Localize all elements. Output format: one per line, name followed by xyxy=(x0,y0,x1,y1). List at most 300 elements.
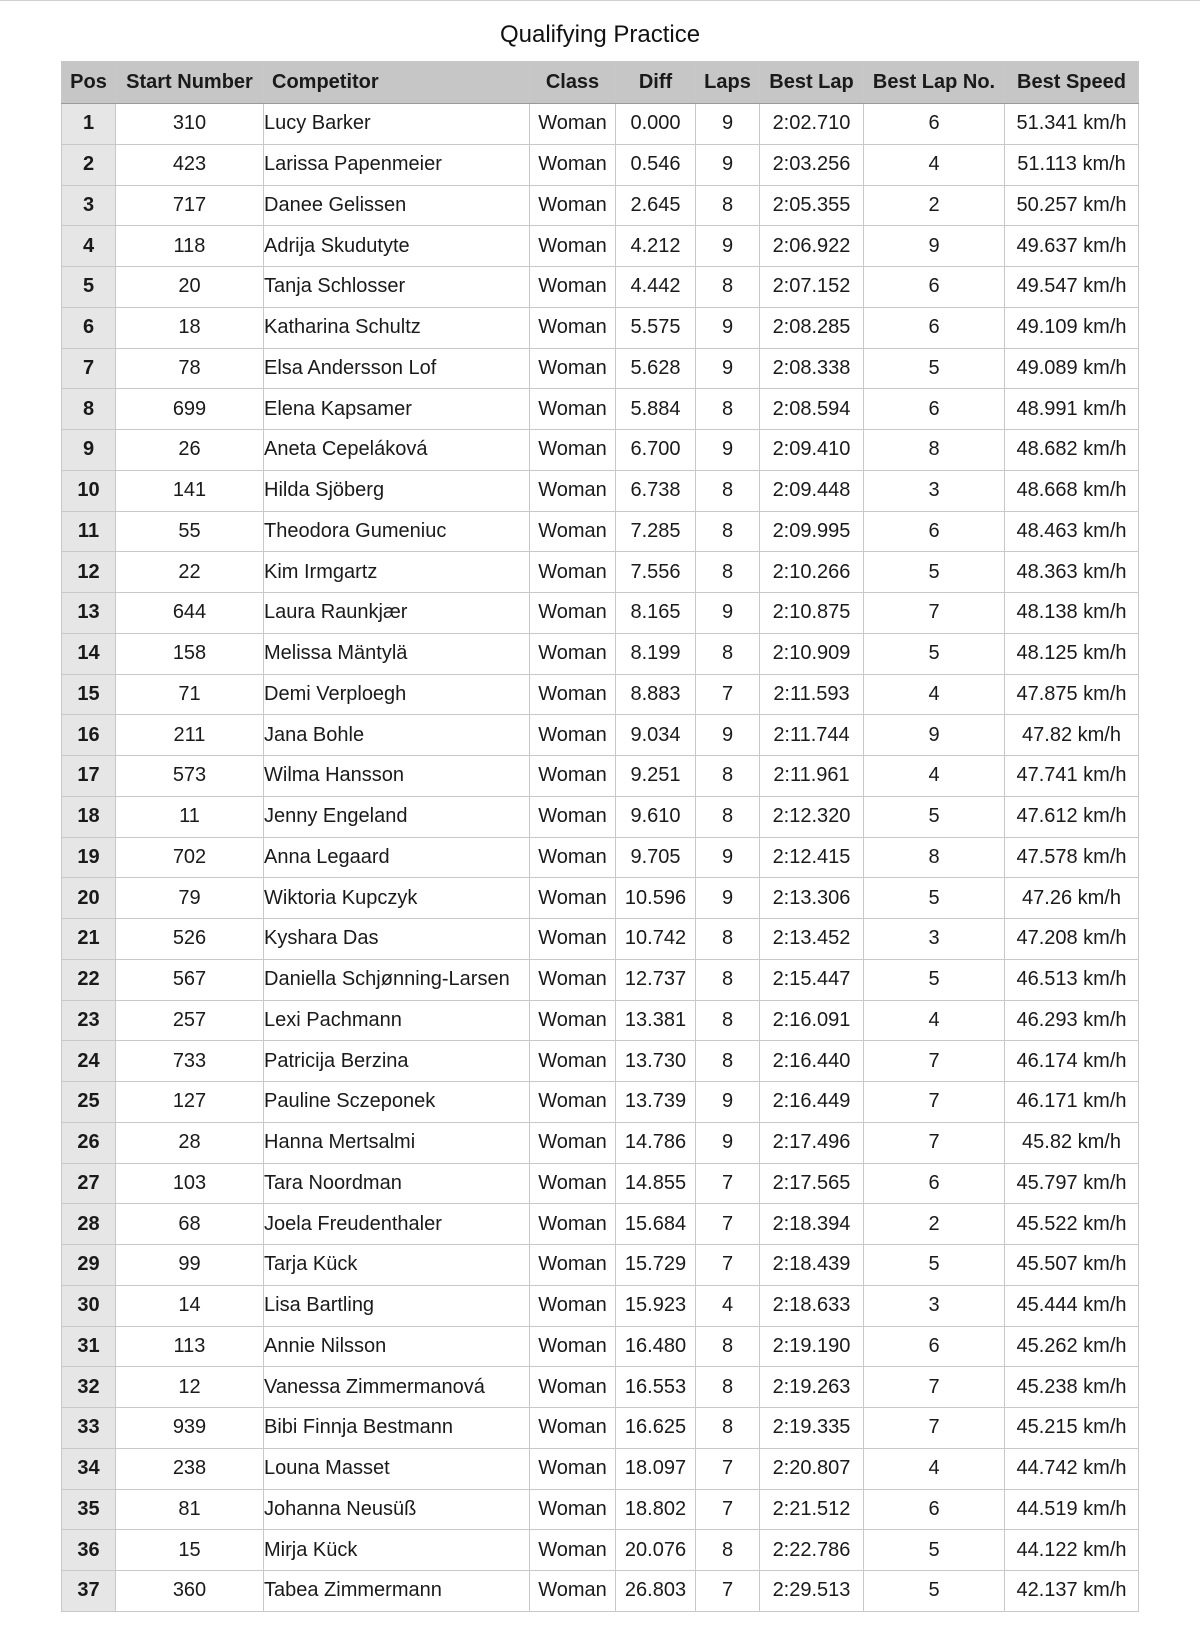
start-number-cell: 310 xyxy=(116,104,264,145)
best-lap-cell: 2:11.593 xyxy=(760,674,864,715)
best-lap-cell: 2:10.875 xyxy=(760,593,864,634)
header-best-speed: Best Speed xyxy=(1005,62,1139,104)
start-number-cell: 20 xyxy=(116,267,264,308)
pos-cell: 37 xyxy=(62,1571,116,1612)
diff-cell: 26.803 xyxy=(616,1571,696,1612)
header-best-lap-no: Best Lap No. xyxy=(864,62,1005,104)
competitor-cell: Jana Bohle xyxy=(264,715,530,756)
laps-cell: 4 xyxy=(696,1285,760,1326)
pos-cell: 11 xyxy=(62,511,116,552)
class-cell: Woman xyxy=(530,1530,616,1571)
best-lap-no-cell: 5 xyxy=(864,1245,1005,1286)
best-lap-no-cell: 7 xyxy=(864,1367,1005,1408)
start-number-cell: 423 xyxy=(116,144,264,185)
diff-cell: 18.097 xyxy=(616,1448,696,1489)
best-lap-no-cell: 3 xyxy=(864,470,1005,511)
best-lap-no-cell: 9 xyxy=(864,226,1005,267)
best-speed-cell: 48.991 km/h xyxy=(1005,389,1139,430)
table-row xyxy=(62,185,1139,226)
best-lap-cell: 2:20.807 xyxy=(760,1448,864,1489)
best-lap-cell: 2:17.496 xyxy=(760,1122,864,1163)
class-cell: Woman xyxy=(530,226,616,267)
best-lap-no-cell: 7 xyxy=(864,593,1005,634)
best-speed-cell: 49.109 km/h xyxy=(1005,307,1139,348)
pos-cell: 6 xyxy=(62,307,116,348)
best-speed-cell: 48.463 km/h xyxy=(1005,511,1139,552)
table-row xyxy=(62,837,1139,878)
best-speed-cell: 48.682 km/h xyxy=(1005,430,1139,471)
start-number-cell: 71 xyxy=(116,674,264,715)
header-pos: Pos xyxy=(62,62,116,104)
start-number-cell: 526 xyxy=(116,919,264,960)
best-lap-cell: 2:06.922 xyxy=(760,226,864,267)
competitor-cell: Melissa Mäntylä xyxy=(264,633,530,674)
laps-cell: 8 xyxy=(696,1367,760,1408)
pos-cell: 9 xyxy=(62,430,116,471)
start-number-cell: 939 xyxy=(116,1408,264,1449)
best-speed-cell: 45.82 km/h xyxy=(1005,1122,1139,1163)
start-number-cell: 733 xyxy=(116,1041,264,1082)
diff-cell: 9.705 xyxy=(616,837,696,878)
table-row xyxy=(62,552,1139,593)
start-number-cell: 22 xyxy=(116,552,264,593)
diff-cell: 9.610 xyxy=(616,796,696,837)
pos-cell: 30 xyxy=(62,1285,116,1326)
best-speed-cell: 44.742 km/h xyxy=(1005,1448,1139,1489)
class-cell: Woman xyxy=(530,1163,616,1204)
diff-cell: 16.480 xyxy=(616,1326,696,1367)
table-row xyxy=(62,1000,1139,1041)
best-speed-cell: 44.122 km/h xyxy=(1005,1530,1139,1571)
pos-cell: 2 xyxy=(62,144,116,185)
best-lap-cell: 2:13.452 xyxy=(760,919,864,960)
competitor-cell: Pauline Sczeponek xyxy=(264,1082,530,1123)
start-number-cell: 26 xyxy=(116,430,264,471)
best-speed-cell: 49.547 km/h xyxy=(1005,267,1139,308)
best-speed-cell: 48.668 km/h xyxy=(1005,470,1139,511)
class-cell: Woman xyxy=(530,1326,616,1367)
class-cell: Woman xyxy=(530,1489,616,1530)
top-divider xyxy=(0,0,1200,1)
competitor-cell: Patricija Berzina xyxy=(264,1041,530,1082)
table-row xyxy=(62,511,1139,552)
class-cell: Woman xyxy=(530,1408,616,1449)
competitor-cell: Danee Gelissen xyxy=(264,185,530,226)
pos-cell: 7 xyxy=(62,348,116,389)
class-cell: Woman xyxy=(530,674,616,715)
table-row xyxy=(62,470,1139,511)
diff-cell: 9.034 xyxy=(616,715,696,756)
start-number-cell: 699 xyxy=(116,389,264,430)
best-lap-cell: 2:19.263 xyxy=(760,1367,864,1408)
best-lap-cell: 2:07.152 xyxy=(760,267,864,308)
diff-cell: 20.076 xyxy=(616,1530,696,1571)
pos-cell: 18 xyxy=(62,796,116,837)
diff-cell: 6.700 xyxy=(616,430,696,471)
laps-cell: 7 xyxy=(696,674,760,715)
diff-cell: 8.883 xyxy=(616,674,696,715)
best-lap-no-cell: 4 xyxy=(864,1000,1005,1041)
laps-cell: 9 xyxy=(696,430,760,471)
best-lap-cell: 2:29.513 xyxy=(760,1571,864,1612)
table-row xyxy=(62,674,1139,715)
pos-cell: 25 xyxy=(62,1082,116,1123)
pos-cell: 35 xyxy=(62,1489,116,1530)
best-lap-cell: 2:03.256 xyxy=(760,144,864,185)
start-number-cell: 717 xyxy=(116,185,264,226)
table-row xyxy=(62,1285,1139,1326)
pos-cell: 1 xyxy=(62,104,116,145)
best-lap-no-cell: 5 xyxy=(864,878,1005,919)
best-speed-cell: 46.174 km/h xyxy=(1005,1041,1139,1082)
diff-cell: 10.596 xyxy=(616,878,696,919)
pos-cell: 14 xyxy=(62,633,116,674)
pos-cell: 16 xyxy=(62,715,116,756)
best-speed-cell: 47.26 km/h xyxy=(1005,878,1139,919)
class-cell: Woman xyxy=(530,715,616,756)
class-cell: Woman xyxy=(530,430,616,471)
class-cell: Woman xyxy=(530,104,616,145)
competitor-cell: Tanja Schlosser xyxy=(264,267,530,308)
laps-cell: 8 xyxy=(696,756,760,797)
table-row xyxy=(62,959,1139,1000)
diff-cell: 0.000 xyxy=(616,104,696,145)
best-speed-cell: 46.171 km/h xyxy=(1005,1082,1139,1123)
best-lap-cell: 2:16.440 xyxy=(760,1041,864,1082)
diff-cell: 10.742 xyxy=(616,919,696,960)
best-lap-no-cell: 6 xyxy=(864,307,1005,348)
best-lap-no-cell: 5 xyxy=(864,552,1005,593)
diff-cell: 0.546 xyxy=(616,144,696,185)
laps-cell: 9 xyxy=(696,715,760,756)
best-lap-cell: 2:16.449 xyxy=(760,1082,864,1123)
table-row xyxy=(62,430,1139,471)
start-number-cell: 78 xyxy=(116,348,264,389)
best-lap-cell: 2:09.448 xyxy=(760,470,864,511)
diff-cell: 5.628 xyxy=(616,348,696,389)
best-lap-no-cell: 6 xyxy=(864,1326,1005,1367)
diff-cell: 2.645 xyxy=(616,185,696,226)
diff-cell: 14.855 xyxy=(616,1163,696,1204)
table-row xyxy=(62,1041,1139,1082)
competitor-cell: Joela Freudenthaler xyxy=(264,1204,530,1245)
class-cell: Woman xyxy=(530,552,616,593)
laps-cell: 8 xyxy=(696,470,760,511)
class-cell: Woman xyxy=(530,144,616,185)
best-lap-cell: 2:16.091 xyxy=(760,1000,864,1041)
diff-cell: 4.212 xyxy=(616,226,696,267)
best-lap-no-cell: 4 xyxy=(864,1448,1005,1489)
laps-cell: 9 xyxy=(696,307,760,348)
class-cell: Woman xyxy=(530,1448,616,1489)
competitor-cell: Elena Kapsamer xyxy=(264,389,530,430)
class-cell: Woman xyxy=(530,389,616,430)
diff-cell: 9.251 xyxy=(616,756,696,797)
table-row xyxy=(62,1571,1139,1612)
header-diff: Diff xyxy=(616,62,696,104)
best-lap-no-cell: 9 xyxy=(864,715,1005,756)
start-number-cell: 81 xyxy=(116,1489,264,1530)
header-class: Class xyxy=(530,62,616,104)
diff-cell: 5.884 xyxy=(616,389,696,430)
class-cell: Woman xyxy=(530,1082,616,1123)
best-lap-cell: 2:02.710 xyxy=(760,104,864,145)
page-title: Qualifying Practice xyxy=(499,21,701,48)
best-lap-no-cell: 5 xyxy=(864,1530,1005,1571)
competitor-cell: Vanessa Zimmermanová xyxy=(264,1367,530,1408)
pos-cell: 31 xyxy=(62,1326,116,1367)
best-lap-cell: 2:22.786 xyxy=(760,1530,864,1571)
table-row xyxy=(62,878,1139,919)
laps-cell: 9 xyxy=(696,144,760,185)
best-lap-no-cell: 7 xyxy=(864,1082,1005,1123)
start-number-cell: 238 xyxy=(116,1448,264,1489)
start-number-cell: 12 xyxy=(116,1367,264,1408)
competitor-cell: Bibi Finnja Bestmann xyxy=(264,1408,530,1449)
start-number-cell: 158 xyxy=(116,633,264,674)
competitor-cell: Lucy Barker xyxy=(264,104,530,145)
diff-cell: 7.285 xyxy=(616,511,696,552)
best-lap-cell: 2:17.565 xyxy=(760,1163,864,1204)
competitor-cell: Hanna Mertsalmi xyxy=(264,1122,530,1163)
pos-cell: 32 xyxy=(62,1367,116,1408)
diff-cell: 13.381 xyxy=(616,1000,696,1041)
pos-cell: 34 xyxy=(62,1448,116,1489)
laps-cell: 7 xyxy=(696,1489,760,1530)
diff-cell: 8.199 xyxy=(616,633,696,674)
competitor-cell: Louna Masset xyxy=(264,1448,530,1489)
best-lap-cell: 2:11.744 xyxy=(760,715,864,756)
competitor-cell: Johanna Neusüß xyxy=(264,1489,530,1530)
table-row xyxy=(62,1408,1139,1449)
start-number-cell: 702 xyxy=(116,837,264,878)
best-lap-no-cell: 7 xyxy=(864,1408,1005,1449)
best-lap-no-cell: 7 xyxy=(864,1041,1005,1082)
best-lap-no-cell: 6 xyxy=(864,1489,1005,1530)
best-lap-cell: 2:21.512 xyxy=(760,1489,864,1530)
table-row xyxy=(62,348,1139,389)
competitor-cell: Demi Verploegh xyxy=(264,674,530,715)
laps-cell: 9 xyxy=(696,593,760,634)
best-speed-cell: 49.089 km/h xyxy=(1005,348,1139,389)
class-cell: Woman xyxy=(530,307,616,348)
start-number-cell: 14 xyxy=(116,1285,264,1326)
best-lap-no-cell: 4 xyxy=(864,144,1005,185)
class-cell: Woman xyxy=(530,1204,616,1245)
best-lap-no-cell: 3 xyxy=(864,1285,1005,1326)
pos-cell: 5 xyxy=(62,267,116,308)
diff-cell: 18.802 xyxy=(616,1489,696,1530)
pos-cell: 21 xyxy=(62,919,116,960)
best-speed-cell: 45.507 km/h xyxy=(1005,1245,1139,1286)
laps-cell: 8 xyxy=(696,1530,760,1571)
laps-cell: 8 xyxy=(696,267,760,308)
table-row xyxy=(62,104,1139,145)
laps-cell: 7 xyxy=(696,1204,760,1245)
class-cell: Woman xyxy=(530,796,616,837)
table-row xyxy=(62,919,1139,960)
pos-cell: 22 xyxy=(62,959,116,1000)
laps-cell: 8 xyxy=(696,919,760,960)
diff-cell: 14.786 xyxy=(616,1122,696,1163)
header-row xyxy=(62,62,1139,104)
best-lap-no-cell: 3 xyxy=(864,919,1005,960)
best-speed-cell: 48.363 km/h xyxy=(1005,552,1139,593)
laps-cell: 9 xyxy=(696,226,760,267)
table-row xyxy=(62,715,1139,756)
diff-cell: 15.923 xyxy=(616,1285,696,1326)
competitor-cell: Laura Raunkjær xyxy=(264,593,530,634)
start-number-cell: 211 xyxy=(116,715,264,756)
laps-cell: 8 xyxy=(696,1041,760,1082)
competitor-cell: Kyshara Das xyxy=(264,919,530,960)
diff-cell: 16.553 xyxy=(616,1367,696,1408)
class-cell: Woman xyxy=(530,756,616,797)
best-lap-no-cell: 7 xyxy=(864,1122,1005,1163)
table-row xyxy=(62,1082,1139,1123)
table-row xyxy=(62,267,1139,308)
best-lap-cell: 2:18.439 xyxy=(760,1245,864,1286)
best-lap-cell: 2:08.594 xyxy=(760,389,864,430)
best-lap-no-cell: 6 xyxy=(864,1163,1005,1204)
table-row xyxy=(62,756,1139,797)
competitor-cell: Katharina Schultz xyxy=(264,307,530,348)
class-cell: Woman xyxy=(530,1245,616,1286)
class-cell: Woman xyxy=(530,1122,616,1163)
competitor-cell: Lisa Bartling xyxy=(264,1285,530,1326)
laps-cell: 8 xyxy=(696,1000,760,1041)
best-lap-no-cell: 5 xyxy=(864,796,1005,837)
best-lap-no-cell: 5 xyxy=(864,633,1005,674)
pos-cell: 24 xyxy=(62,1041,116,1082)
laps-cell: 7 xyxy=(696,1245,760,1286)
class-cell: Woman xyxy=(530,470,616,511)
best-speed-cell: 47.208 km/h xyxy=(1005,919,1139,960)
pos-cell: 3 xyxy=(62,185,116,226)
competitor-cell: Kim Irmgartz xyxy=(264,552,530,593)
best-lap-no-cell: 2 xyxy=(864,185,1005,226)
diff-cell: 16.625 xyxy=(616,1408,696,1449)
pos-cell: 19 xyxy=(62,837,116,878)
best-lap-cell: 2:12.415 xyxy=(760,837,864,878)
start-number-cell: 644 xyxy=(116,593,264,634)
start-number-cell: 257 xyxy=(116,1000,264,1041)
laps-cell: 9 xyxy=(696,348,760,389)
laps-cell: 9 xyxy=(696,837,760,878)
header-competitor: Competitor xyxy=(264,62,530,104)
class-cell: Woman xyxy=(530,267,616,308)
table-row xyxy=(62,1204,1139,1245)
diff-cell: 7.556 xyxy=(616,552,696,593)
competitor-cell: Theodora Gumeniuc xyxy=(264,511,530,552)
pos-cell: 13 xyxy=(62,593,116,634)
pos-cell: 8 xyxy=(62,389,116,430)
class-cell: Woman xyxy=(530,1041,616,1082)
pos-cell: 26 xyxy=(62,1122,116,1163)
start-number-cell: 573 xyxy=(116,756,264,797)
start-number-cell: 28 xyxy=(116,1122,264,1163)
start-number-cell: 55 xyxy=(116,511,264,552)
pos-cell: 29 xyxy=(62,1245,116,1286)
start-number-cell: 567 xyxy=(116,959,264,1000)
best-lap-cell: 2:10.266 xyxy=(760,552,864,593)
laps-cell: 8 xyxy=(696,959,760,1000)
competitor-cell: Mirja Kück xyxy=(264,1530,530,1571)
start-number-cell: 113 xyxy=(116,1326,264,1367)
competitor-cell: Wilma Hansson xyxy=(264,756,530,797)
best-speed-cell: 47.741 km/h xyxy=(1005,756,1139,797)
competitor-cell: Daniella Schjønning-Larsen xyxy=(264,959,530,1000)
best-lap-no-cell: 8 xyxy=(864,837,1005,878)
table-row xyxy=(62,1122,1139,1163)
table-row xyxy=(62,226,1139,267)
class-cell: Woman xyxy=(530,1571,616,1612)
laps-cell: 8 xyxy=(696,185,760,226)
best-lap-cell: 2:18.633 xyxy=(760,1285,864,1326)
diff-cell: 15.729 xyxy=(616,1245,696,1286)
header-start-number: Start Number xyxy=(116,62,264,104)
pos-cell: 4 xyxy=(62,226,116,267)
pos-cell: 12 xyxy=(62,552,116,593)
best-lap-cell: 2:10.909 xyxy=(760,633,864,674)
class-cell: Woman xyxy=(530,959,616,1000)
competitor-cell: Larissa Papenmeier xyxy=(264,144,530,185)
best-lap-cell: 2:13.306 xyxy=(760,878,864,919)
best-speed-cell: 45.522 km/h xyxy=(1005,1204,1139,1245)
table-row xyxy=(62,1530,1139,1571)
table-row xyxy=(62,1326,1139,1367)
competitor-cell: Adrija Skudutyte xyxy=(264,226,530,267)
laps-cell: 8 xyxy=(696,633,760,674)
table-row xyxy=(62,307,1139,348)
table-row xyxy=(62,1163,1139,1204)
best-lap-cell: 2:08.285 xyxy=(760,307,864,348)
best-speed-cell: 48.125 km/h xyxy=(1005,633,1139,674)
competitor-cell: Annie Nilsson xyxy=(264,1326,530,1367)
laps-cell: 9 xyxy=(696,104,760,145)
class-cell: Woman xyxy=(530,1000,616,1041)
diff-cell: 4.442 xyxy=(616,267,696,308)
table-row xyxy=(62,1489,1139,1530)
start-number-cell: 103 xyxy=(116,1163,264,1204)
start-number-cell: 118 xyxy=(116,226,264,267)
class-cell: Woman xyxy=(530,593,616,634)
best-lap-cell: 2:12.320 xyxy=(760,796,864,837)
results-body xyxy=(62,104,1139,1612)
header-laps: Laps xyxy=(696,62,760,104)
best-speed-cell: 47.612 km/h xyxy=(1005,796,1139,837)
best-speed-cell: 45.262 km/h xyxy=(1005,1326,1139,1367)
pos-cell: 28 xyxy=(62,1204,116,1245)
table-row xyxy=(62,1367,1139,1408)
diff-cell: 12.737 xyxy=(616,959,696,1000)
best-lap-no-cell: 2 xyxy=(864,1204,1005,1245)
start-number-cell: 11 xyxy=(116,796,264,837)
pos-cell: 20 xyxy=(62,878,116,919)
start-number-cell: 141 xyxy=(116,470,264,511)
table-row xyxy=(62,1245,1139,1286)
best-speed-cell: 47.578 km/h xyxy=(1005,837,1139,878)
best-speed-cell: 46.513 km/h xyxy=(1005,959,1139,1000)
table-row xyxy=(62,144,1139,185)
laps-cell: 8 xyxy=(696,1408,760,1449)
best-lap-cell: 2:19.335 xyxy=(760,1408,864,1449)
competitor-cell: Elsa Andersson Lof xyxy=(264,348,530,389)
best-lap-cell: 2:18.394 xyxy=(760,1204,864,1245)
laps-cell: 9 xyxy=(696,1122,760,1163)
best-lap-no-cell: 4 xyxy=(864,756,1005,797)
header-best-lap: Best Lap xyxy=(760,62,864,104)
